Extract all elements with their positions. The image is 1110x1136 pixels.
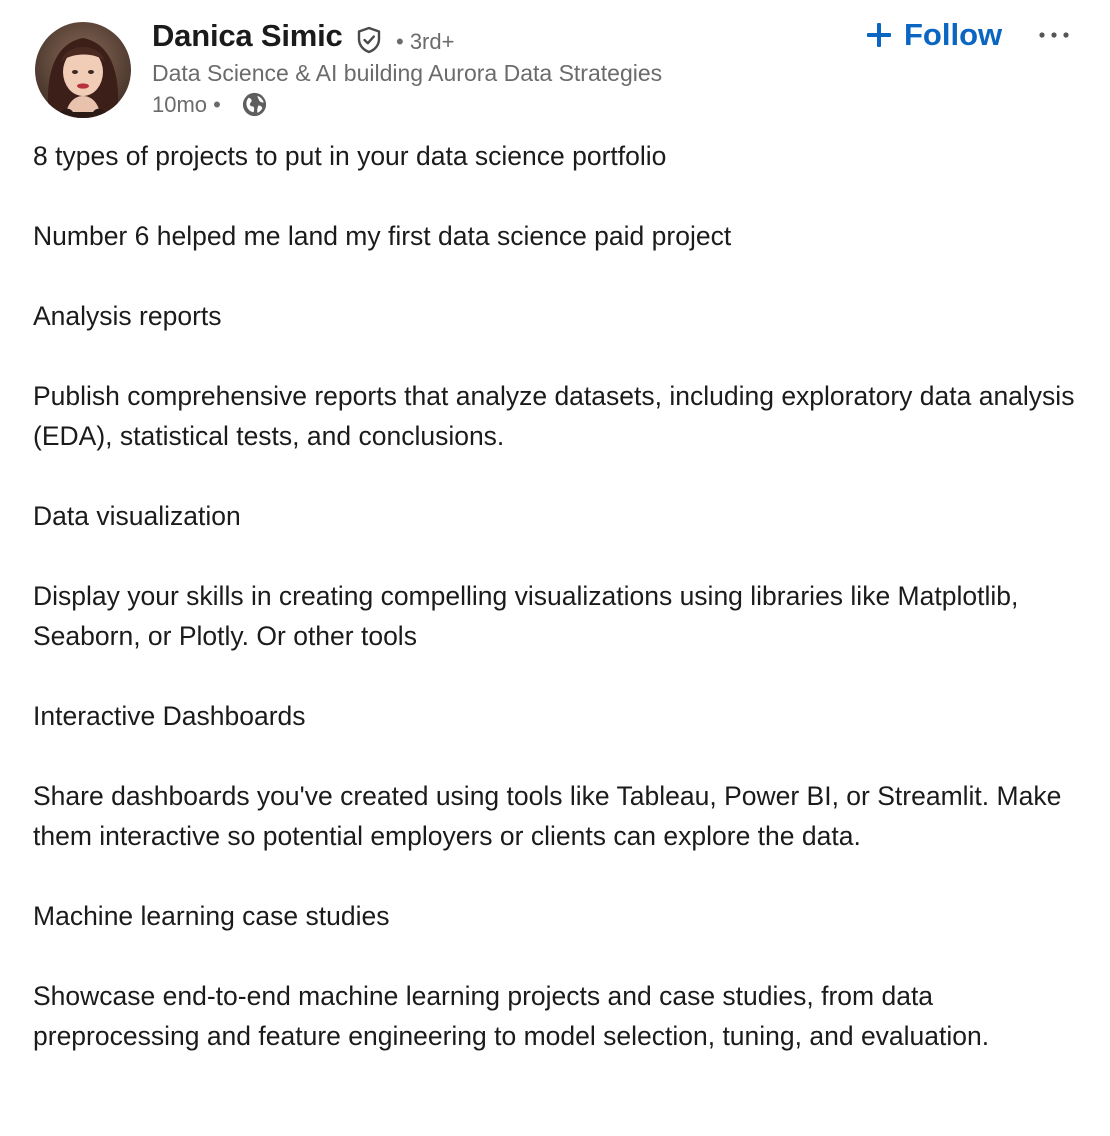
post-paragraph: Data visualization — [33, 501, 241, 531]
profile-photo-icon — [35, 22, 131, 118]
more-options-icon[interactable] — [1030, 20, 1078, 50]
post-paragraph: Share dashboards you've created using tools like Tableau, Power BI, or Streamlit. Make them interactive so potential employers or clients can explore the data. — [33, 781, 1069, 851]
post-paragraph: 8 types of projects to put in your data science portfolio — [33, 141, 667, 171]
post-paragraph: Number 6 helped me land my first data science paid project — [33, 221, 732, 251]
post-header — [0, 0, 1110, 130]
author-name[interactable]: Danica Simic — [152, 18, 343, 53]
verified-shield-icon — [354, 25, 384, 55]
post-paragraph: Publish comprehensive reports that analyze datasets, including exploratory data analysis (EDA), statistical tests, and conclusions. — [33, 381, 1082, 451]
post-paragraph: Display your skills in creating compelling visualizations using libraries like Matplotlib, Seaborn, or Plotly. Or other tools — [33, 581, 1026, 651]
plus-icon — [864, 20, 894, 50]
author-headline: Data Science & AI building Aurora Data Strategies — [152, 60, 663, 86]
post-body — [33, 136, 1093, 1096]
post-paragraph: Showcase end-to-end machine learning projects and case studies, from data preprocessing and feature engineering to model selection, tuning, and evaluation. — [33, 981, 990, 1051]
post-paragraph: Interactive Dashboards — [33, 701, 306, 731]
post-timestamp: 10mo • — [152, 92, 221, 117]
post-paragraph: Machine learning case studies — [33, 901, 390, 931]
globe-icon — [241, 91, 268, 118]
follow-label: Follow — [904, 17, 1003, 52]
connection-degree: • 3rd+ — [396, 29, 455, 54]
follow-button[interactable] — [858, 14, 1008, 56]
author-avatar[interactable] — [35, 22, 131, 118]
post-paragraph: Analysis reports — [33, 301, 222, 331]
